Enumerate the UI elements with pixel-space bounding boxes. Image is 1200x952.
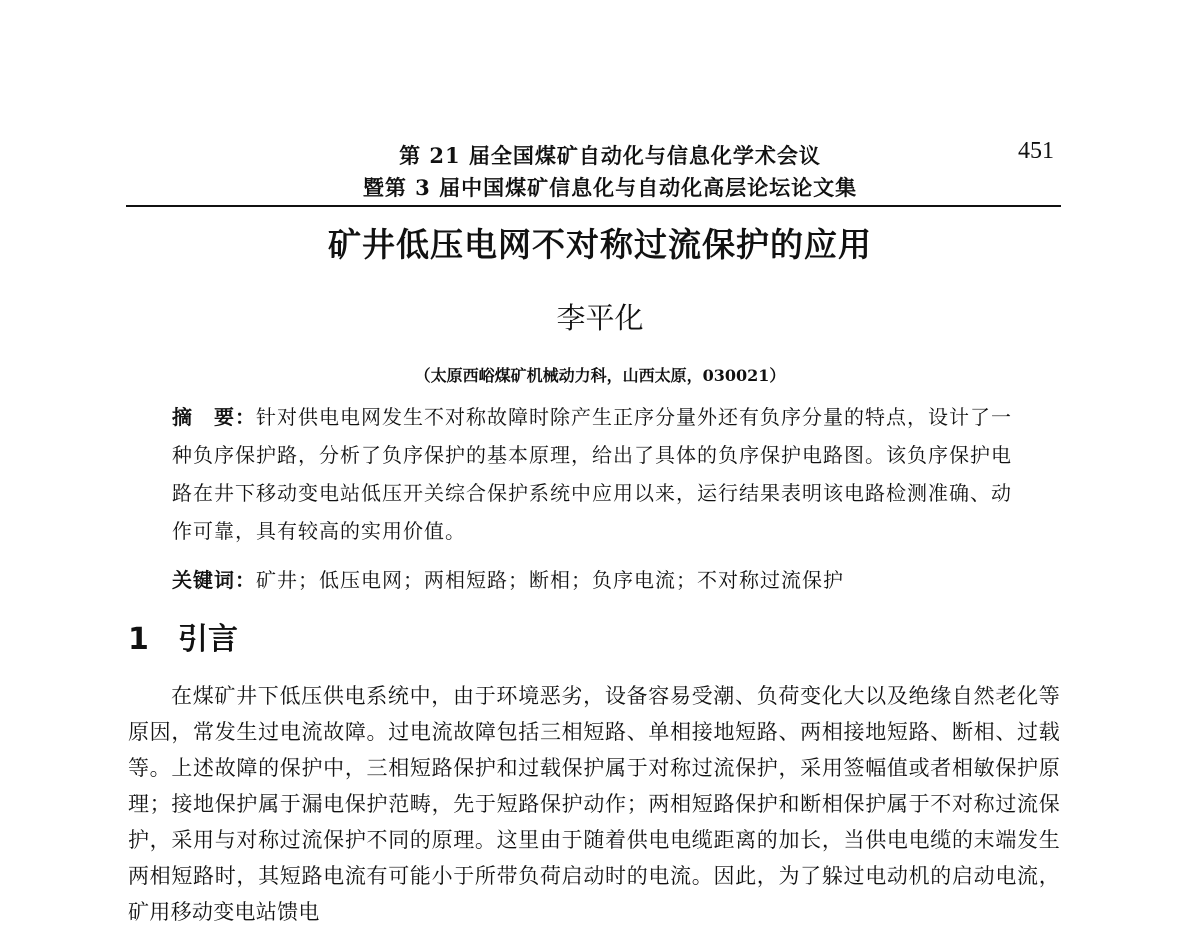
section-title: 引言 (178, 622, 238, 657)
keywords (172, 562, 1022, 598)
section-heading (128, 616, 238, 664)
keywords-text: 矿井；低压电网；两相短路；断相；负序电流；不对称过流保护 (256, 568, 844, 592)
header-line-1: 第 21 届全国煤矿自动化与信息化学术会议 (399, 143, 821, 168)
running-header (290, 140, 930, 204)
abstract (172, 398, 1022, 550)
abstract-text: 针对供电电网发生不对称故障时除产生正序分量外还有负序分量的特点，设计了一种负序保护路，分析了负序保护的基本原理，给出了具体的负序保护电路图。该负序保护电路在井下移动变电站低压开关综合保护系统中应用以来，运行结果表明该电路检测准确、动作可靠，具有较高的实用价值。 (172, 405, 1012, 543)
header-rule (126, 205, 1061, 207)
page-number: 451 (1018, 138, 1054, 164)
paper-title: 矿井低压电网不对称过流保护的应用 (328, 225, 872, 264)
section-number: 1 (128, 622, 149, 657)
abstract-label: 摘 要： (172, 405, 256, 429)
author-name: 李平化 (556, 301, 644, 335)
header-line-2: 暨第 3 届中国煤矿信息化与自动化高层论坛论文集 (362, 175, 858, 200)
keywords-label: 关键词： (172, 568, 256, 592)
body-paragraph: 在煤矿井下低压供电系统中，由于环境恶劣，设备容易受潮、负荷变化大以及绝缘自然老化等原因，常发生过电流故障。过电流故障包括三相短路、单相接地短路、两相接地短路、断相、过载等。上述故障的保护中，三相短路保护和过载保护属于对称过流保护，采用签幅值或者相敏保护原理；接地保护属于漏电保护范畴，先于短路保护动作；两相短路保护和断相保护属于不对称过流保护，采用与对称过流保护不同的原理。这里由于随着供电电缆距离的加长，当供电电缆的末端发生两相短路时，其短路电流有可能小于所带负荷启动时的电流。因此，为了躲过电动机的启动电流，矿用移动变电站馈电 (128, 684, 1060, 924)
author-affiliation: （太原西峪煤矿机械动力科，山西太原，030021） (414, 366, 786, 385)
